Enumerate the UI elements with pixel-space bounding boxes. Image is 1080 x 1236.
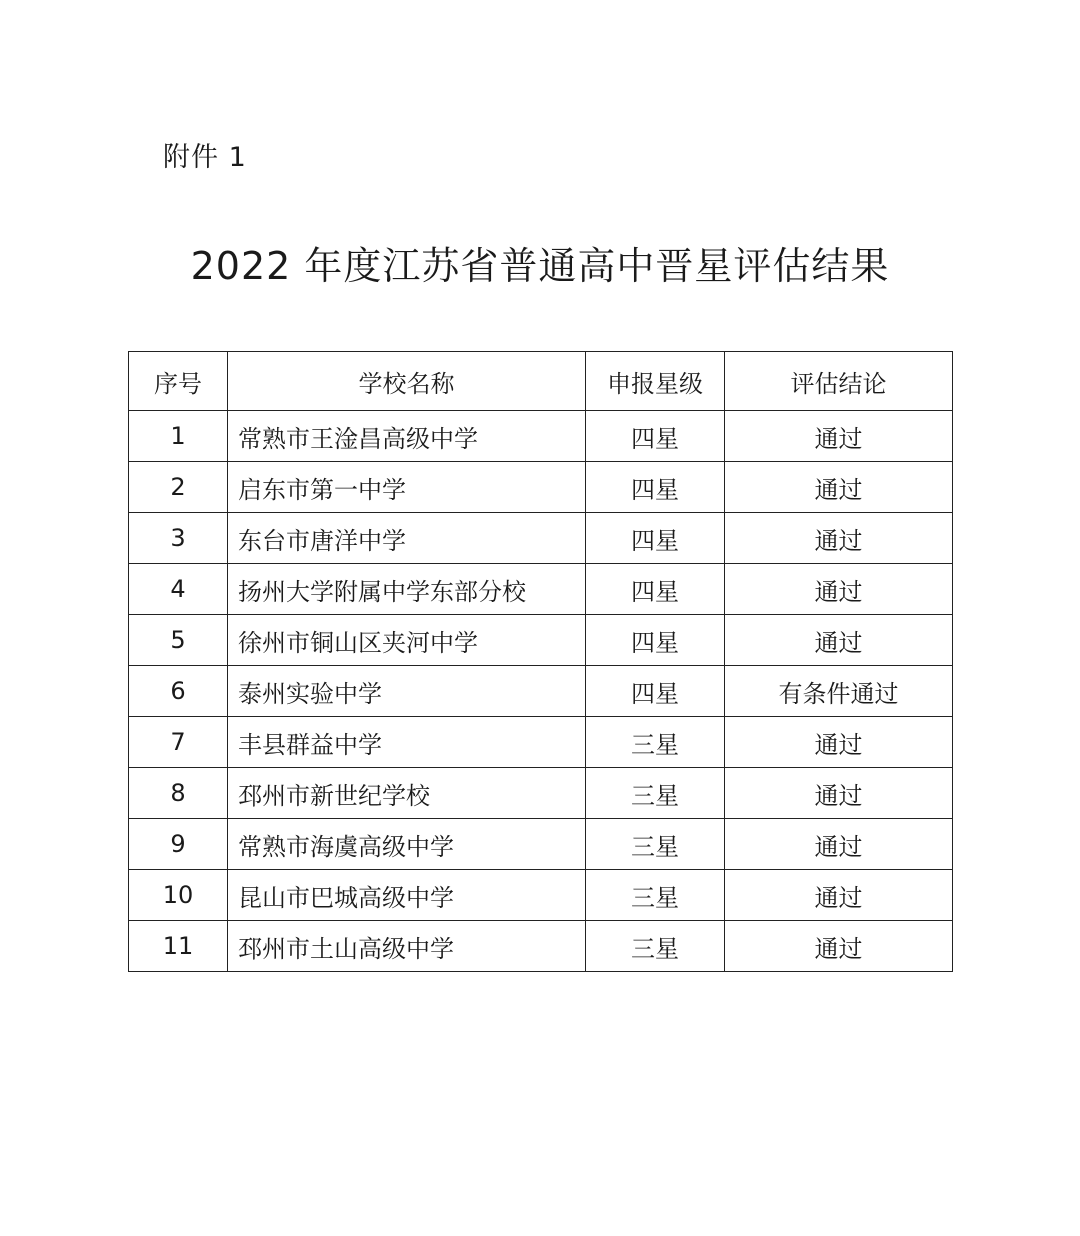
header-no: 序号	[129, 352, 228, 411]
school-name: 泰州实验中学	[228, 666, 586, 717]
attachment-label: 附件 1	[163, 142, 247, 173]
star-level: 四星	[586, 513, 725, 564]
school-name: 启东市第一中学	[228, 462, 586, 513]
school-name: 丰县群益中学	[228, 717, 586, 768]
table-row	[129, 615, 953, 666]
table-body	[129, 411, 953, 972]
star-level: 三星	[586, 819, 725, 870]
table-row	[129, 717, 953, 768]
evaluation-result: 通过	[725, 513, 953, 564]
school-name: 昆山市巴城高级中学	[228, 870, 586, 921]
evaluation-result: 通过	[725, 870, 953, 921]
evaluation-result: 通过	[725, 462, 953, 513]
evaluation-result: 通过	[725, 564, 953, 615]
row-number: 1	[129, 411, 228, 462]
star-level: 三星	[586, 717, 725, 768]
school-name: 邳州市土山高级中学	[228, 921, 586, 972]
row-number: 6	[129, 666, 228, 717]
row-number: 2	[129, 462, 228, 513]
star-level: 三星	[586, 870, 725, 921]
star-level: 四星	[586, 564, 725, 615]
evaluation-result: 通过	[725, 819, 953, 870]
table-row	[129, 462, 953, 513]
table-row	[129, 870, 953, 921]
evaluation-result: 通过	[725, 768, 953, 819]
table-row	[129, 513, 953, 564]
star-level: 四星	[586, 666, 725, 717]
table-row	[129, 819, 953, 870]
row-number: 9	[129, 819, 228, 870]
table-row	[129, 411, 953, 462]
evaluation-result: 通过	[725, 615, 953, 666]
star-level: 四星	[586, 411, 725, 462]
school-name: 东台市唐洋中学	[228, 513, 586, 564]
row-number: 7	[129, 717, 228, 768]
row-number: 8	[129, 768, 228, 819]
header-star-level: 申报星级	[586, 352, 725, 411]
star-level: 四星	[586, 615, 725, 666]
document-title: 2022 年度江苏省普通高中晋星评估结果	[190, 244, 890, 288]
results-table	[128, 351, 953, 972]
school-name: 常熟市王淦昌高级中学	[228, 411, 586, 462]
evaluation-result: 通过	[725, 717, 953, 768]
school-name: 扬州大学附属中学东部分校	[228, 564, 586, 615]
school-name: 徐州市铜山区夹河中学	[228, 615, 586, 666]
table-row	[129, 921, 953, 972]
table-row	[129, 666, 953, 717]
star-level: 三星	[586, 768, 725, 819]
star-level: 三星	[586, 921, 725, 972]
evaluation-result: 有条件通过	[725, 666, 953, 717]
table-header-row	[129, 352, 953, 411]
header-evaluation-result: 评估结论	[725, 352, 953, 411]
evaluation-result: 通过	[725, 411, 953, 462]
school-name: 邳州市新世纪学校	[228, 768, 586, 819]
header-school-name: 学校名称	[228, 352, 586, 411]
row-number: 11	[129, 921, 228, 972]
row-number: 5	[129, 615, 228, 666]
evaluation-result: 通过	[725, 921, 953, 972]
row-number: 10	[129, 870, 228, 921]
table-row	[129, 564, 953, 615]
row-number: 3	[129, 513, 228, 564]
table-row	[129, 768, 953, 819]
row-number: 4	[129, 564, 228, 615]
school-name: 常熟市海虞高级中学	[228, 819, 586, 870]
star-level: 四星	[586, 462, 725, 513]
